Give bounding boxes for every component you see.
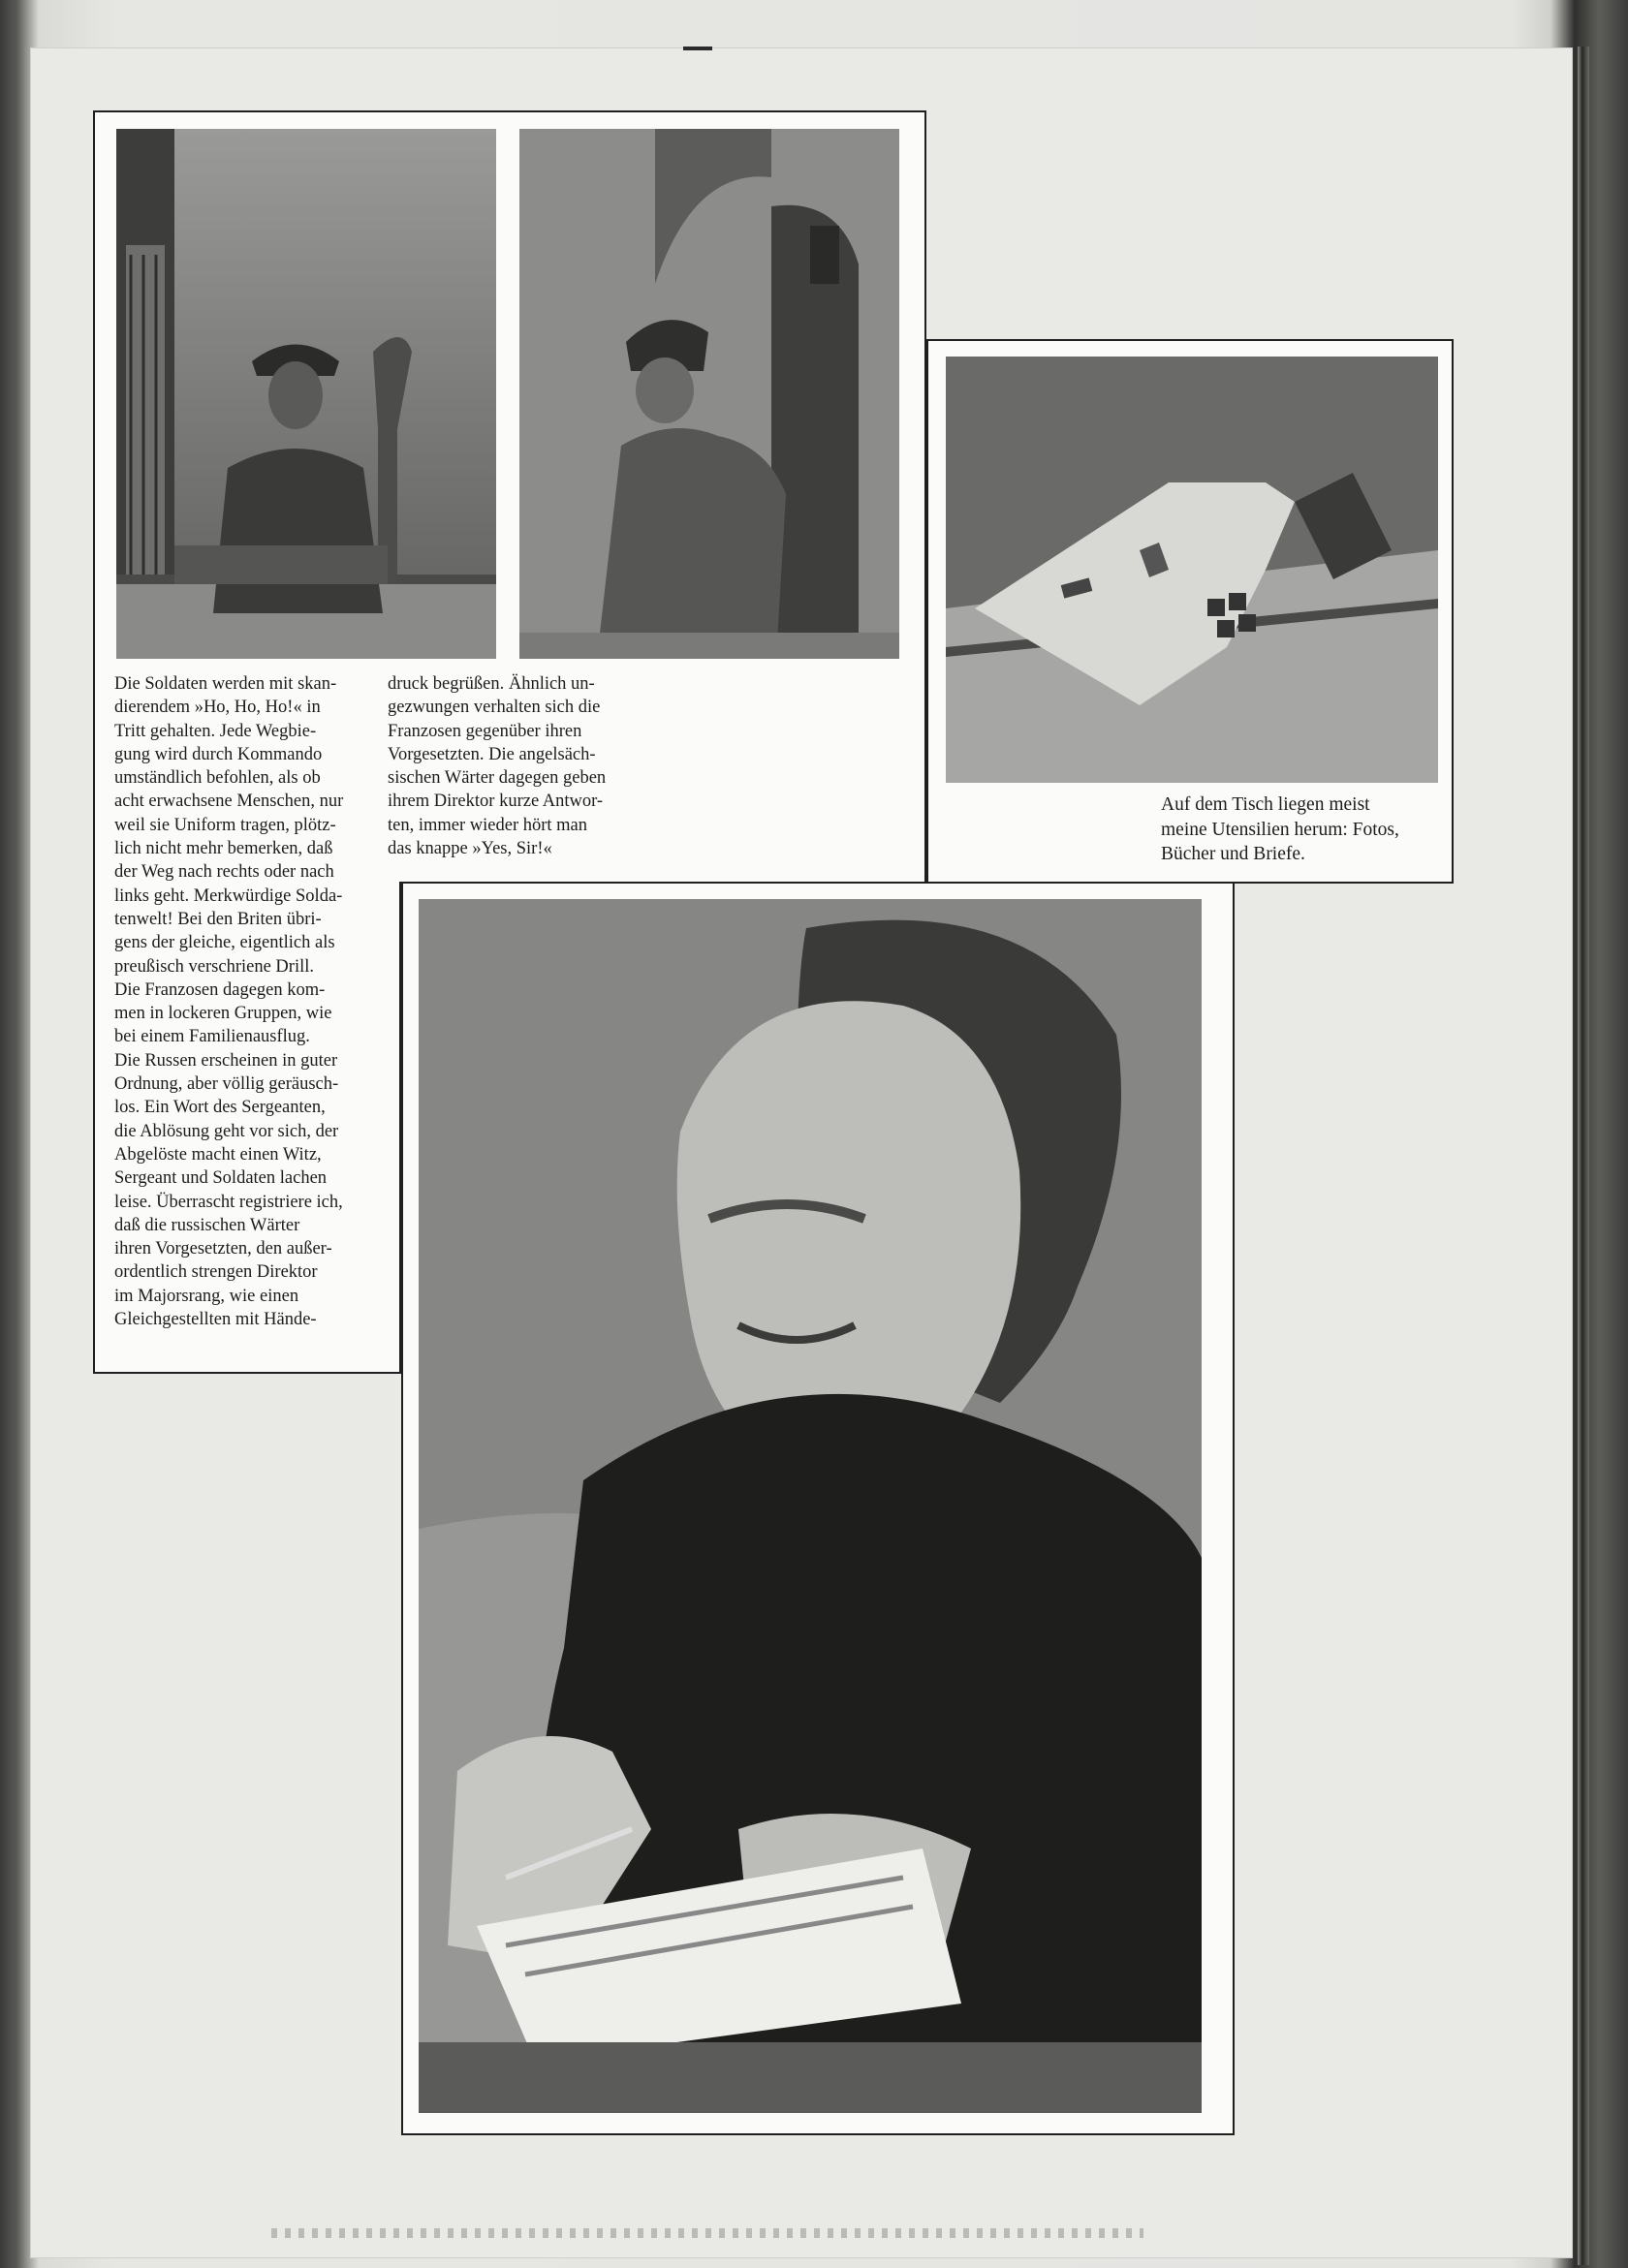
article-text-column-2: druck begrüßen. Ähnlich un- gezwungen verhalten sich die Franzosen gegenüber ihren Vorgesetzten. Die angelsäch- sischen Wärter dagegen geben ihrem Direktor kurze Antwor- ten, immer wieder hört man das knappe »Yes, Sir!«: [388, 674, 607, 859]
photo-soldier-fur-hat: [519, 129, 899, 659]
scan-artifact: [271, 2228, 1143, 2238]
page-mark: [683, 47, 712, 50]
article-text-column-1: Die Soldaten werden mit skan- dierendem »Ho, Ho, Ho!« in Tritt gehalten. Jede Wegbie- gung wird durch Kommando umständlich befohlen, als ob acht erwachsene Menschen, nur weil sie Uniform tragen, plötz- lich nicht mehr bemerken, daß der Weg nach rechts oder nach links geht. Merkwürdige Solda- tenwelt! Bei den Briten übri- gens der gleiche, eigentlich als preußisch verschriene Drill. Die Franzosen dagegen kom- men in lockeren Gruppen, wie bei einem Familienausflug. Die Russen erscheinen in guter Ordnung, aber völlig geräusch- los. Ein Wort des Sergeanten, die Ablösung geht vor sich, der Abgelöste macht einen Witz, Sergeant und Soldaten lachen leise. Überrascht registriere ich, daß die russischen Wärter ihren Vorgesetzten, den außer- ordentlich strengen Direktor im Majorsrang, wie einen Gleichgestellten mit Hände-: [114, 674, 344, 1330]
photo-soldier-helmet: [116, 129, 496, 659]
photo-caption: Auf dem Tisch liegen meist meine Utensilien herum: Fotos, Bücher und Briefe.: [1161, 794, 1399, 864]
sleeve-edge: [1578, 47, 1589, 2265]
photo-portrait-man-writing: [419, 899, 1202, 2113]
photo-table-utensils: [946, 357, 1438, 783]
